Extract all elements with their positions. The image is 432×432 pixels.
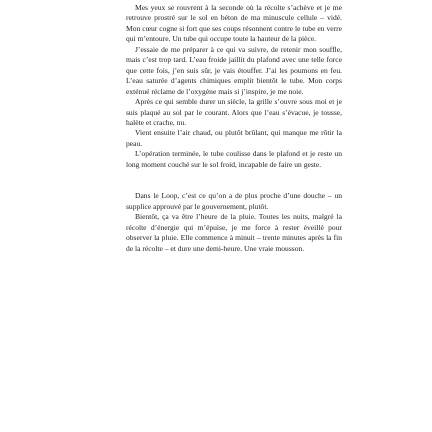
paragraph: Après ce qui semble durer un siècle, la grille s’ouvre sous moi et je suis plaqué au sol par le courant. Alors que l’eau s’évacue, je tousse, halète et crache, nu. bbox=[126, 97, 342, 127]
text-column bbox=[126, 3, 342, 254]
paragraph: Mes yeux se rouvrent à la seconde où la récolte s’achève et je me retrouve prostré sur le sol en béton de ma minuscule cellule – vidé. Mon cœur cogne si fort que ses coups résonnent contre le tube en verre qui m’entoure. Un tube qui occupe toute la hauteur de la pièce. bbox=[126, 3, 342, 44]
paragraph: Vient ensuite l’air chaud, ou plutôt brûlant, qui manque me rôtir la peau. bbox=[126, 128, 342, 148]
paragraph: Bientôt, ça va être l’heure de la pluie. Toutes les nuits, malgré la récolte d’énergie qui m’épuise, je me force à rester éveillé pour observer la pluie. Elle commence à minuit – trente minutes après la fin de la récolte – et dure une demi-heure. Une vraie mousson. bbox=[126, 212, 342, 253]
paragraph: J’essaie de me préparer à ce qui va suivre, de retenir mon souffle, mais c’est trop tard. L’eau froide jaillit du plafond avec une telle force que cette fois, j’en suis sûr, je vais étouffer. J’ai les poumons en feu. L’eau saturée d’agents chimiques emplit bientôt le tube. Mon corps exténué réclame de l’oxygène mais si j’inspire, je me noie. bbox=[126, 44, 342, 96]
paragraph: L’opération terminée, le tube coulisse dans le plafond et je reste un long moment couché sur le sol froid, incapable de faire un geste. bbox=[126, 149, 342, 169]
paragraph: Dans le Loop, c’est ce qu’on a de plus proche d’une douche – un supplice approuvé par le gouvernement, plutôt. bbox=[126, 191, 342, 211]
